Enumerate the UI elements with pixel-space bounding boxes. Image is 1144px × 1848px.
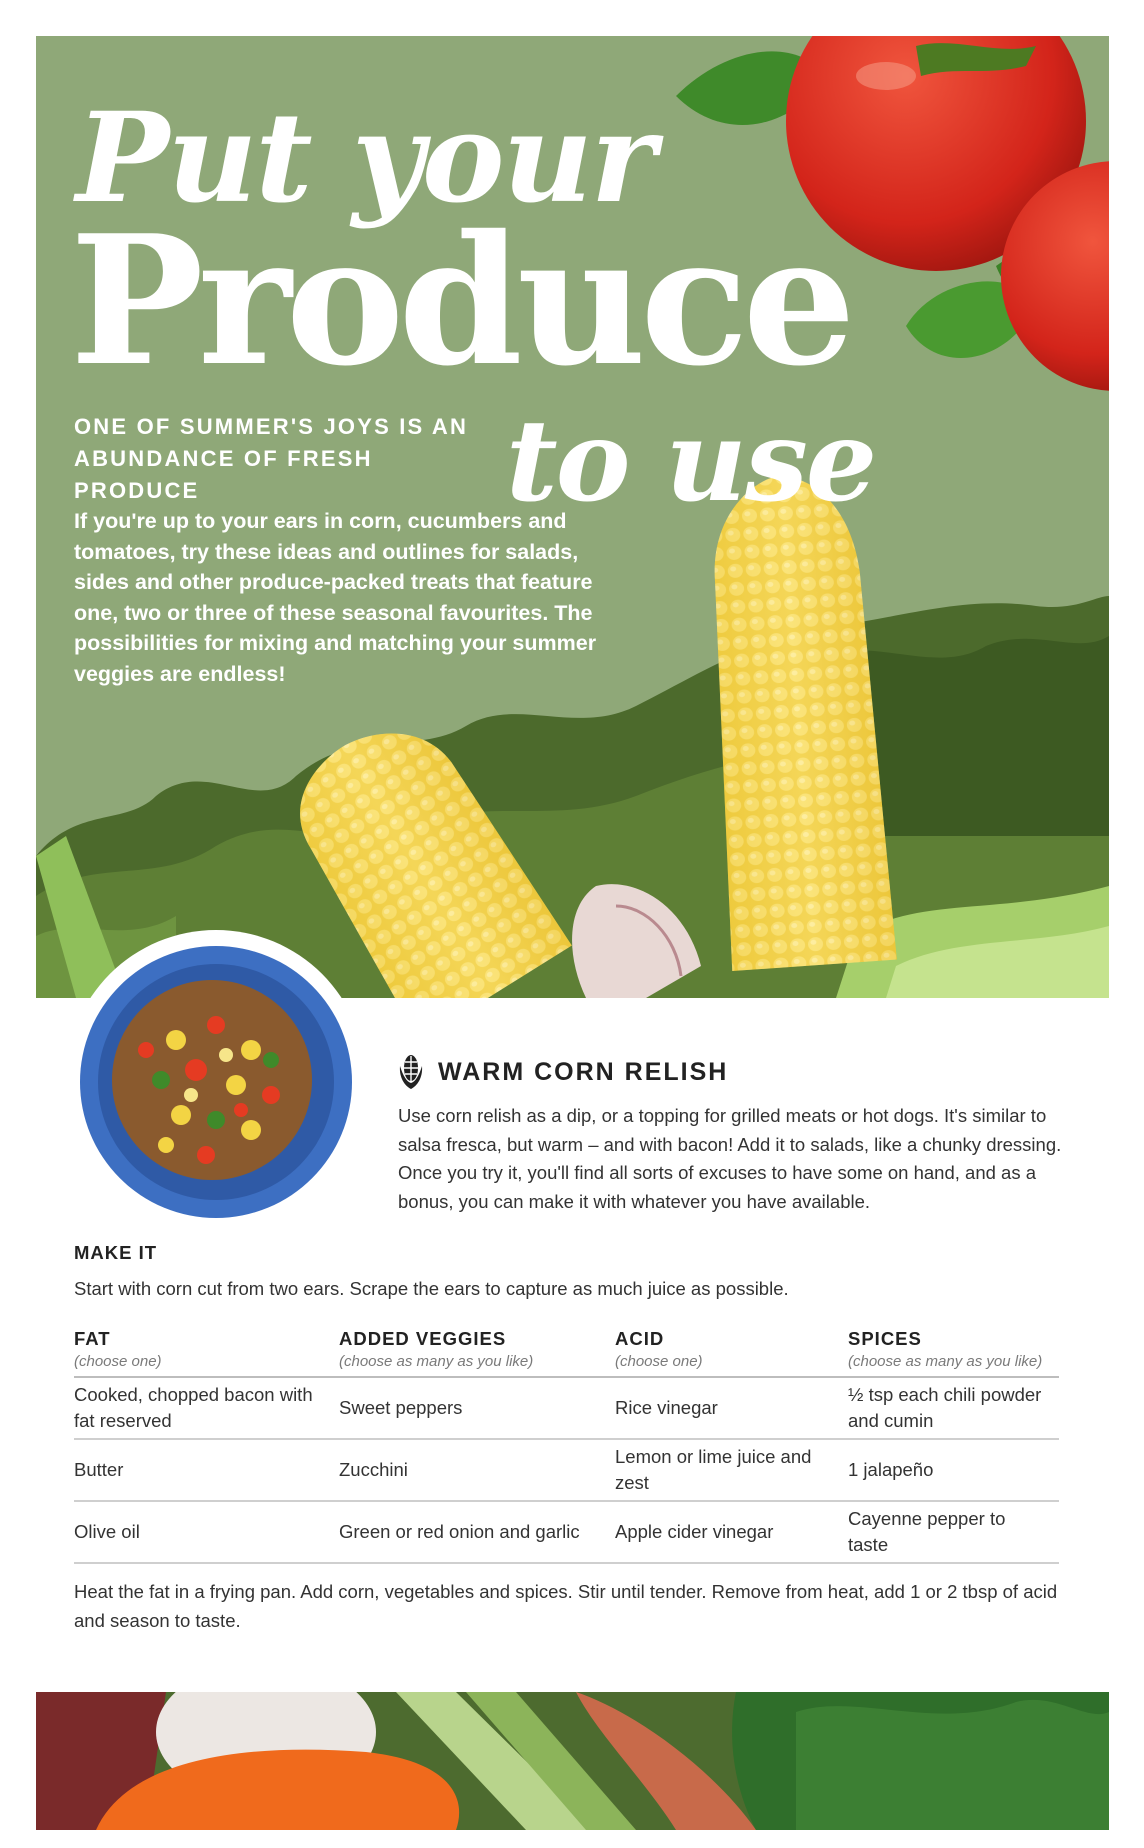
make-it-heading: MAKE IT: [74, 1242, 158, 1263]
table-cell: Cooked, chopped bacon with fat reserved: [74, 1384, 313, 1431]
table-row: [74, 1502, 1059, 1564]
ingredients-table: [74, 1318, 1059, 1564]
table-row: [74, 1378, 1059, 1440]
method-instructions: Heat the fat in a frying pan. Add corn, vegetables and spices. Stir until tender. Remove from heat, add 1 or 2 tbsp of acid and season to taste.: [74, 1581, 1058, 1631]
corn-icon: [396, 1054, 426, 1090]
column-header-spices: SPICES (choose as many as you like): [848, 1328, 1043, 1370]
make-it-intro: Start with corn cut from two ears. Scrape the ears to capture as much juice as possible.: [74, 1278, 789, 1299]
table-cell: Zucchini: [339, 1459, 408, 1480]
recipe-title: WARM CORN RELISH: [438, 1057, 729, 1086]
table-row: [74, 1440, 1059, 1502]
headline-to-use: to use: [506, 396, 876, 527]
headline-put-your: Put your: [76, 86, 655, 231]
table-cell: 1 jalapeño: [848, 1459, 934, 1480]
column-header-acid: ACID (choose one): [615, 1328, 703, 1370]
table-cell: Green or red onion and garlic: [339, 1521, 580, 1542]
table-cell: Apple cider vinegar: [615, 1521, 774, 1542]
intro-paragraph: If you're up to your ears in corn, cucumbers and tomatoes, try these ideas and outlines for salads, sides and other produce-packed treats that feature one, two or three of these seasonal favourites. The possibilities for mixing and matching your summer veggies are endless!: [74, 509, 597, 686]
table-header: [74, 1318, 1059, 1378]
table-cell: Lemon or lime juice and zest: [615, 1446, 812, 1493]
table-cell: Butter: [74, 1459, 124, 1480]
table-cell: Sweet peppers: [339, 1397, 463, 1418]
corn-relish-bowl-photo: [66, 930, 366, 1230]
recipe-header: [396, 1052, 728, 1092]
column-header-added-veggies: ADDED VEGGIES (choose as many as you like): [339, 1328, 534, 1370]
table-cell: Cayenne pepper to taste: [848, 1508, 1006, 1555]
hero-banner: [36, 36, 1109, 998]
headline-produce: Produce: [70, 196, 850, 405]
table-cell: Rice vinegar: [615, 1397, 718, 1418]
recipe-description: Use corn relish as a dip, or a topping for grilled meats or hot dogs. It's similar to salsa fresca, but warm – and with bacon! Add it to salads, like a chunky dressing. Once you try it, you'll find all sorts of excuses to have some on hand, and as a bonus, you can make it with whatever you have available.: [398, 1105, 1062, 1212]
kicker-text: ONE OF SUMMER'S JOYS IS AN ABUNDANCE OF FRESH PRODUCE: [74, 414, 469, 503]
table-cell: ½ tsp each chili powder and cumin: [848, 1384, 1042, 1431]
column-header-fat: FAT (choose one): [74, 1328, 162, 1370]
table-cell: Olive oil: [74, 1521, 140, 1542]
vegetables-strip-photo: [36, 1692, 1109, 1830]
